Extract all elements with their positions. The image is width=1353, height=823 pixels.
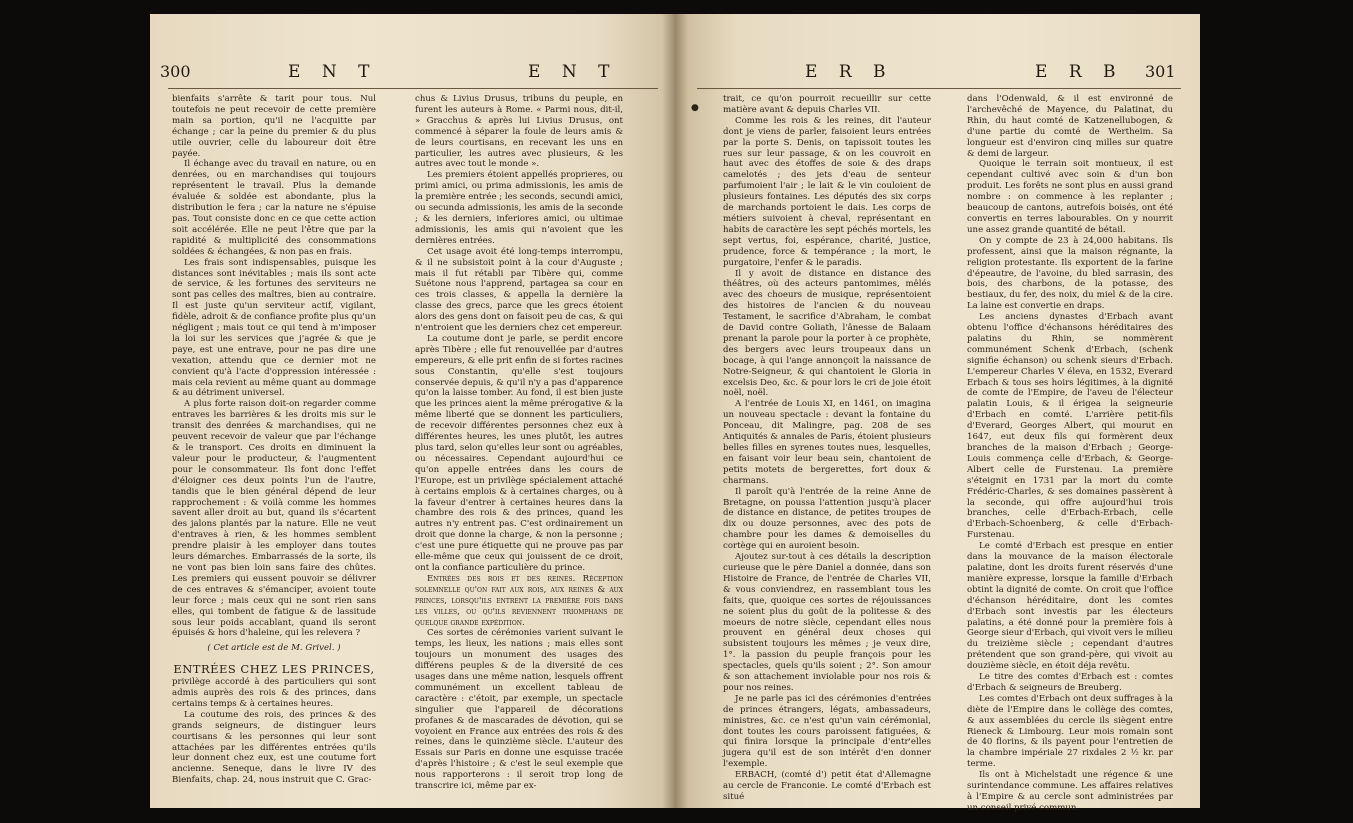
paragraph: trait, ce qu'on pourroit recueillir sur cette matière avant & depuis Charles VII. [723,94,931,115]
paragraph: Les comtes d'Erbach ont deux suffrages à la diète de l'Empire dans le collège des comtes, & aux assemblées du cercle ils siègent entre Rieneck & Limbourg. Leur mois romain sont de 40 florins, & ils payent pour l'entretien de la chambre impériale 27 rixdales 2 ½ kr. par terme. [967,693,1173,770]
paragraph: La coutume dont je parle, se perdit encore après Tibère ; elle fut renouvellée par d'autres empereurs, & elle prit enfin de si fortes racines sous Constantin, qu'elle s'est toujours conservée depuis, & qu'il n'y a pas d'apparence qu'on la laisse tomber. Au fond, il est bien juste que les princes aient la même prérogative & la même liberté que se donnent les particuliers, de recevoir différentes personnes chez eux à différentes heures, les unes plutôt, les autres plus tard, selon qu'elles leur sont ou agréables, ou nécessaires. Cependant aujourd'hui ce qu'on appelle entrées dans les cours de l'Europe, est un privilège spécialement attaché à certains emplois & à certaines charges, ou à la faveur d'entrer à certaines heures dans la chambre des rois & des princes, quand les autres n'y entrent pas. C'est ordinairement un droit que donne la charge, & non la personne ; c'est une pure étiquette qui ne prouve pas par elle-même que ceux qui jouissent de ce droit, ont la confiance particulière du prince. [415,333,623,573]
left-page [150,14,675,808]
paragraph: Ajoutez sur-tout à ces détails la description curieuse que le père Daniel a donnée, dans son Histoire de France, de l'entrée de Charles VII, & vous conviendrez, en rassemblant tous les faits, que, quoique ces sortes de réjouissances ne soient plus du goût de la politesse & des moeurs de notre siècle, cependant elles nous prouvent en général deux choses qui subsistent toujours les mêmes ; je veux dire, 1°. la passion du peuple françois pour les spectacles, quels qu'ils soient ; 2°. Son amour & son attachement inviolable pour nos rois & pour nos reines. [723,552,931,693]
paragraph: Le comté d'Erbach est presque en entier dans la mouvance de la maison électorale palatine, dont les droits furent réservés d'une manière expresse, lorsque la famille d'Erbach obtint la dignité de comte. On croit que l'office d'échanson héréditaire, dont les comtes d'Erbach sont investis par les électeurs palatins, a été donné pour la première fois à George sieur d'Erbach, qui vivoit vers le milieu du treizième siècle ; cependant d'autres prétendent que son grand-père, qui vivoit au douzième siècle, en étoit déja revêtu. [967,541,1173,672]
paragraph: A l'entrée de Louis XI, en 1461, on imagina un nouveau spectacle : devant la fontaine du Ponceau, dit Malingre, pag. 208 de ses Antiquités & annales de Paris, étoient plusieurs belles filles en syrenes toutes nues, lesquelles, en faisant voir leur beau sein, chantoient de petits motets de bergerettes, fort doux & charmans. [723,399,931,486]
paragraph: Cet usage avoit été long-temps interrompu, & il ne subsistoit point à la cour d'Auguste ; mais il fut rétabli par Tibère qui, comme Suétone nous l'apprend, partagea sa cour en ces trois classes, & appella la dernière la classe des grecs, parce que les grecs étoient alors des gens dont on faisoit peu de cas, & qui n'entroient que les derniers chez cet empereur. [415,246,623,334]
running-head: E N T [528,62,618,82]
paragraph: Comme les rois & les reines, dit l'auteur dont je viens de parler, faisoient leurs entrées par la porte S. Denis, on tapissoit toutes les rues sur leur passage, & on les couvroit en haut avec des étoffes de soie & des draps camelotés ; des jets d'eau de senteur parfumoient l'air ; le lait & le vin couloient de plusieurs fontaines. Les députés des six corps de marchands portoient le dais. Les corps de métiers suivoient à cheval, représentant en habits de caractère les sept péchés mortels, les sept vertus, foi, espérance, charité, justice, prudence, force & tempérance ; la mort, le purgatoire, l'enfer & le paradis. [723,115,931,268]
paragraph: Les premiers étoient appellés proprieres, ou primi amici, ou prima admissionis, les amis de la première entrée ; les seconds, secundi amici, ou secunda admissionis, les amis de la seconde ; & les derniers, inferiores amici, ou ultimae admissionis, les amis qui n'avoient que les dernières entrées. [415,170,623,246]
paragraph: Il y avoit de distance en distance des théâtres, où des acteurs pantomimes, mêlés avec des choeurs de musique, représentoient des histoires de l'ancien & du nouveau Testament, le sacrifice d'Abraham, le combat de David contre Goliath, l'ânesse de Balaam prenant la parole pour la porter à ce prophète, des bergers avec leurs troupeaux dans un bocage, à qui l'ange annonçoit la naissance de Notre-Seigneur, & qui chantoient le Gloria in excelsis Deo, &c. & pour lors le cri de joie étoit noël, noël. [723,268,931,399]
paragraph: Le titre des comtes d'Erbach est : comtes d'Erbach & seigneurs de Breuberg. [967,672,1173,693]
paragraph: dans l'Odenwald, & il est environné de l'archevêché de Mayence, du Palatinat, du Rhin, du haut comté de Katzenellubogen, & d'une partie du comté de Wertheim. Sa longueur est d'environ cinq milles sur quatre & demi de largeur. [967,94,1173,159]
article-signature: ( Cet article est de M. Grivel. ) [207,643,341,654]
bullet-mark-icon: ● [691,103,699,113]
paragraph: Je ne parle pas ici des cérémonies d'entrées de princes étrangers, légats, ambassadeurs, ministres, &c. ce n'est qu'un vain cérémonial, dont toutes les cours paroissent fatiguées, & qui finira lorsque la principale d'entr'elles jugera qu'il est de son intérêt d'en donner l'exemple. [723,693,931,770]
article-heading: ENTRÉES CHEZ LES PRINCES, [173,662,375,677]
paragraph: ERBACH, (comté d') petit état d'Allemagne au cercle de Franconie. Le comté d'Erbach est situé [723,770,931,802]
left-page-header [150,62,675,86]
paragraph: Quoique le terrain soit montueux, il est cependant cultivé avec soin & d'un bon produit. Les forêts ne sont plus en aussi grand nombre : on commence à les replanter ; beaucoup de cantons, autrefois boisés, ont été convertis en terres labourables. On y nourrit une assez grande quantité de bétail. [967,159,1173,235]
right-page [675,14,1200,813]
paragraph: Les frais sont indispensables, puisque les distances sont inévitables ; mais ils sont acte de service, & les fortunes des serviteurs ne sont pas celles des maîtres, bien au contraire. Il est juste qu'un serviteur actif, vigilant, fidèle, adroit & de confiance profite plus qu'un négligent ; mais tout ce qui tend à m'imposer la loi sur les services que j'agrée & que je paye, est une entrave, pour ne pas dire une vexation, attendu que ce dernier mot ne convient qu'à l'acte d'oppression intéressée : mais cela revient au même quant au dommage & au détriment universel. [172,257,376,399]
paragraph: Ces sortes de cérémonies varient suivant le temps, les lieux, les nations ; mais elles sont toujours un monument des usages des différens peuples & de la diversité de ces usages dans une même nation, lesquels offrent communément un excellent tableau de caractère : c'étoit, par exemple, un spectacle singulier que l'appareil de décorations profanes & de mascarades de dévotion, qui se voyoient en France aux entrées des rois & des reines, dans le quinzième siècle. L'auteur des Essais sur Paris en donne une esquisse tracée d'après l'histoire ; & c'est le seul exemple que nous rapporterons : il seroit trop long de transcrire ici, même par ex- [415,628,623,792]
paragraph: Ils ont à Michelstadt une régence & une surintendance commune. Les affaires relatives à l'Empire & au cercle sont administrées par un conseil privé commun. [967,770,1173,813]
right-page-header [675,62,1200,86]
header-rule [697,88,1181,89]
paragraph: bienfaits s'arrête & tarit pour tous. Nul toutefois ne peut recevoir de cette première main sa portion, qu'il ne l'acquitte par échange ; car la peine du premier & du plus utile ouvrier, celle du laboureur doit être payée. [172,94,376,159]
running-head: E R B [805,62,894,82]
page-number: 300 [160,62,191,81]
page-number: 301 [1145,62,1176,81]
book-gutter [662,14,688,808]
paragraph: Entrées des rois et des reines. Réception solemnelle qu'on fait aux rois, aux reines & aux princes, lorsqu'ils entrent la première fois dans les villes, ou qu'ils reviennent triomphans de quelque grande expédition. [415,573,623,628]
running-head: E R B [1035,62,1124,82]
paragraph: Il échange avec du travail en nature, ou en denrées, ou en marchandises qui toujours représentent le travail. Plus la demande évaluée & soldée est abondante, plus la distribution le fera ; car la nature ne s'épuise pas. Tout consiste donc en ce que cette action soit accélérée. Elle ne peut l'être que par la rapidité & multiplicité des consommations soldées & échangées, & non pas en frais. [172,159,376,257]
text-column-2 [415,94,623,794]
paragraph: Il paroît qu'à l'entrée de la reine Anne de Bretagne, on poussa l'attention jusqu'à placer de distance en distance, de petites troupes de dix ou douze personnes, avec des pots de chambre pour les dames & demoiselles du cortège qui en auroient besoin. [723,486,931,552]
paragraph: On y compte de 23 à 24,000 habitans. Ils professent, ainsi que la maison régnante, la religion protestante. Ils exportent de la farine d'épeautre, de l'avoine, du bled sarrasin, des bois, des charbons, de la potasse, des bestiaux, du fer, des noix, du miel & de la cire. La laine est convertie en draps. [967,235,1173,312]
text-column-1 [172,94,376,794]
paragraph: A plus forte raison doit-on regarder comme entraves les barrières & les droits mis sur le transit des denrées & marchandises, qui ne peuvent recevoir de valeur que par l'échange & le transport. Ces droits en diminuent la valeur pour le producteur, & l'augmentent pour le consommateur. Ils font donc l'effet d'éloigner ces deux points l'un de l'autre, tandis que le bien général dépend de leur rapprochement : & voilà comme les hommes savent aller droit au but, quand ils s'écartent des jalons plantés par la nature. Elle ne veut d'entraves à rien, & les hommes semblent prendre plaisir à les employer dans toutes leurs démarches. Embarrassés de la sorte, ils ne vont pas bien loin sans faire des chûtes. Les premiers qui eussent pouvoir se délivrer de ces entraves & s'émanciper, avoient toute leur force ; mais ceux qui ne sont rien sans elles, qui tombent de fatigue & de lassitude sous leur poids accablant, quand ils seront épuisés & hors d'haleine, qui les relevera ? [172,399,376,639]
paragraph: La coutume des rois, des princes & des grands seigneurs, de distinguer leurs courtisans & les personnes qui leur sont attachées par les différentes entrées qu'ils leur donnent chez eux, est une coutume fort ancienne. Seneque, dans le livre IV des Bienfaits, chap. 24, nous instruit que C. Grac- [172,709,376,786]
paragraph: Les anciens dynastes d'Erbach avant obtenu l'office d'échansons héréditaires des palatins du Rhin, se nommèrent communément Schenk d'Erbach, (schenk signifie échanson) ou schenk sieurs d'Erbach. L'empereur Charles V éleva, en 1532, Everard Erbach & tous ses hoirs légitimes, à la dignité de comte de l'Empire, de l'aveu de l'électeur palatin Louis, & il érigea la seigneurie d'Erbach en comté. L'arrière petit-fils d'Everard, Georges Albert, qui mourut en 1647, eut deux fils qui formèrent deux branches de la maison d'Erbach ; George-Louis commença celle d'Erbach, & George-Albert celle de Furstenau. La première s'éteignit en 1731 par la mort du comte Frédéric-Charles, & ses domaines passèrent à la seconde, qui offre aujourd'hui trois branches, celle d'Erbach-Erbach, celle d'Erbach-Schoenberg, & celle d'Erbach-Furstenau. [967,312,1173,541]
open-book [150,14,1200,813]
header-rule [168,88,658,89]
text-column-4 [967,94,1173,813]
text-column-3 [723,94,931,802]
paragraph: chus & Livius Drusus, tribuns du peuple, en furent les auteurs à Rome. « Parmi nous, dit-il, » Gracchus & après lui Livius Drusus, ont commencé à séparer la foule de leurs amis & de leurs courtisans, en recevant les uns en particulier, les autres avec plusieurs, & les autres avec tout le monde ». [415,94,623,170]
running-head: E N T [288,62,378,82]
paragraph: privilège accordé à des particuliers qui sont admis auprès des rois & des princes, dans certains temps & à certaines heures. [172,677,376,709]
